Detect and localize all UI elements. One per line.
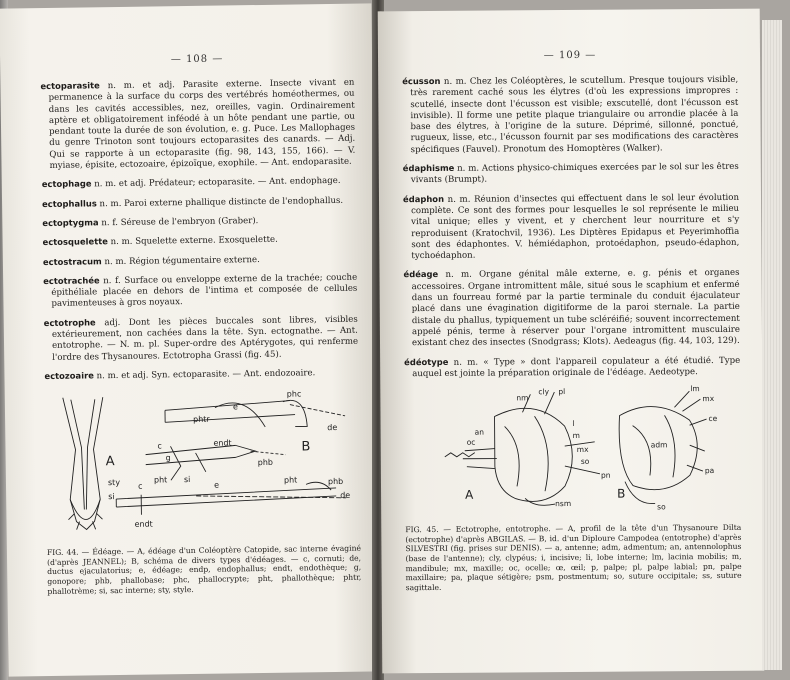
entry-term: écusson [402, 75, 441, 87]
figure-label: cly [538, 387, 550, 397]
entry-definition: n. f. Séreuse de l'embryon (Graber). [101, 216, 259, 229]
figure-letter: A [465, 487, 474, 502]
entry-term: édéage [403, 269, 439, 280]
figure-44 [45, 386, 362, 596]
entry-definition: adj. Dont les pièces buccales sont libres, visibles extérieurement, non cachées dans la tête. Syn. ectognathe. — Ant. entotrophe. — N. m. pl. Super-ordre des Aptérygotes, qui renferme l'ordre des Thysanoures. Ectotropha Grassi (fig. 45). [51, 314, 359, 363]
figure-label: l [572, 419, 575, 429]
figure-caption: FIG. 45. — Ectotrophe, entotrophe. — A, profil de la tête d'un Thysanoure Dilta (ectotrophe) d'après ABGILAS. — B, id. d'un Diploure Campodea (entotrophe) d'après SILVESTRI (fig. prises sur DENIS). — a, antenne; adm, admentum; an, antennolophus (base de l'antenne); cly, clypéus; i, incisive; li, lobe interne; lm, lacinia mobilis; m, mandibule; mx, maxille; oc, ocelle; œ, œil; p, palpe; pl, palpe labial; pn, palpe maxillaire; pa, plaque sétigère; psm, postmentum; so, suture occipitale; ss, suture sagittale. [405, 522, 742, 592]
figure-label: pa [704, 466, 715, 476]
entry-definition: n. m. Région tégumentaire externe. [104, 254, 260, 267]
figure-label: m [572, 431, 581, 441]
entry-definition: n. m. Squelette externe. Exosquelette. [110, 235, 278, 248]
figure-label: mx [576, 445, 589, 455]
entry-term: ectoparasite [40, 80, 100, 92]
right-page [378, 9, 765, 674]
insect-head-illustration [404, 385, 735, 517]
dictionary-entry [40, 77, 355, 173]
figure-label: si [108, 492, 115, 502]
figure-label: pht [153, 475, 168, 485]
entry-definition: n. m. Organe génital mâle externe, e. g. pénis et organes accessoires. Organe intromittent mâle, situé sous le scaphium et enfermé dans un fourreau formé par la partie terminale du conduit éjaculateur placé dans une évagination digitiforme de la paroi sternale. La partie distale du phallus, typiquement un tube scléréifié; souvent incorrectement appelé pénis, terme à réserver pour l'organe intromittent musculaire existant chez des insectes (Snodgrass; Klots). Aedeagus (fig. 44, 103, 129). [411, 268, 740, 349]
left-page [0, 3, 381, 676]
figure-label: de [327, 423, 338, 433]
dictionary-entry [403, 191, 739, 262]
entry-term: ectophallus [42, 197, 97, 209]
figure-label: nsm [555, 499, 572, 509]
entry-term: ectozoaire [44, 370, 94, 381]
entry-definition: n. m. « Type » dont l'appareil copulateur a été étudié. Type auquel est jointe la préparation originale de l'édéage. Aedeotype. [412, 355, 741, 379]
figure-label: an [474, 427, 485, 437]
figure-caption: FIG. 44. — Édéage. — A, édéage d'un Coléoptère Catopide, sac interne évaginé (d'après JEANNEL); B, schéma de divers types d'édéages. — c, cornuti; de, ductus ejaculatorius; e, édéage; endp, endophallus; endt, endothèque; g, gonopore; phb, phallobase; phc, phallocrypte; pht, phallothèque; phtr, phallotrème; si, sac interne; sty, style. [46, 543, 362, 596]
entry-term: édaphon [402, 193, 445, 204]
entry-definition: n. f. Surface ou enveloppe externe de la trachée; couche épithéliale placée en dehors de l'intima et composée de cellules pavimenteuses à gros noyaux. [51, 272, 358, 310]
figure-label: phb [257, 458, 274, 468]
entry-term: édaphisme [402, 162, 455, 174]
page-stack-edge [762, 20, 782, 670]
figure-label: endt [213, 438, 232, 448]
dictionary-entry [43, 233, 357, 250]
entry-definition: n. m. Réunion d'insectes qui effectuent dans le sol leur évolution complète. Ce sont des formes pour lesquelles le sol représente le milieu vital unique; elles y vivent, et y cherchent leur nourriture et s'y reproduisent (Kratochvil, 1936). Les Diptères Epidapus et Peyerimhoffia sont des édaphontes. V. hémiédaphon, protoédaphon, pseudo-édaphon, tychoédaphon. [411, 192, 740, 262]
figure-label: oc [466, 437, 476, 447]
figure-label: pl [558, 387, 566, 397]
entry-definition: n. m. Actions physico-chimiques exercées par le sol sur les êtres vivants (Brumpt). [410, 161, 739, 186]
dictionary-entries [402, 74, 740, 380]
figure-label: lm [690, 384, 700, 394]
figure-label: so [657, 502, 666, 512]
figure-label: phb [327, 477, 344, 487]
entry-term: ectosquelette [42, 236, 108, 248]
figure-label: de [340, 491, 351, 501]
entry-term: ectotrachée [43, 275, 100, 286]
figure-label: pht [283, 475, 298, 485]
figure-label: phtr [193, 414, 210, 425]
page-number: — 108 — [170, 53, 224, 66]
figure-label: si [183, 475, 191, 485]
figure-label: nm [516, 393, 529, 403]
figure-label: so [580, 457, 590, 467]
figure-letter: A [105, 454, 115, 470]
entry-definition: n. m. et adj. Syn. ectoparasite. — Ant. endozoaire. [96, 368, 316, 382]
dictionary-entry [44, 313, 359, 364]
page-number: — 109 — [543, 49, 597, 62]
figure-label: ce [708, 414, 718, 424]
entry-term: édéotype [404, 356, 449, 367]
dictionary-entries [40, 77, 358, 384]
figure-label: e [232, 402, 238, 412]
figure-label: endt [134, 519, 153, 530]
figure-label: phc [286, 389, 302, 399]
dictionary-entry [43, 252, 357, 269]
dictionary-entry [42, 194, 356, 211]
figure-label: c [137, 481, 143, 491]
dictionary-entry [42, 175, 356, 192]
figure-letter: B [301, 439, 311, 455]
entry-definition: n. m. et adj. Prédateur; ectoparasite. — Ant. endophage. [94, 176, 341, 190]
dictionary-entry [42, 214, 356, 231]
figure-letter: B [617, 486, 626, 501]
dictionary-entry [403, 267, 740, 349]
figure-45 [404, 385, 741, 592]
figure-label: mx [702, 394, 715, 404]
figure-label: e [213, 480, 220, 490]
entry-term: ectotrophe [43, 317, 96, 328]
entry-definition: n. m. Chez les Coléoptères, le scutellum. Presque toujours visible, très rarement caché sous les élytres (d'où les expressions impropres : scutellé, insecte dont l'écusson est visible; exscutellé, dont l'écusson est invisible). Il forme une petite plaque triangulaire ou arrondie placée à la base des élytres, à l'origine de la suture. Déprimé, sillonné, ponctué, rugueux, lisse, etc., l'écusson fournit par ses modifications des caractères spécifiques (Fauvel). Pronotum des Homoptères (Walker). [410, 74, 739, 155]
figure-label: adm [650, 440, 668, 450]
figure-label: sty [107, 478, 121, 488]
dictionary-entry [402, 74, 739, 156]
dictionary-entry [43, 272, 357, 311]
entry-term: ectophage [41, 178, 92, 190]
dictionary-entry [404, 354, 740, 380]
entry-definition: n. m. Paroi externe phallique distincte de l'endophallus. [99, 195, 344, 209]
entry-term: ectoptygma [42, 217, 99, 229]
aedeagus-illustration [45, 386, 359, 540]
entry-definition: n. m. et adj. Parasite externe. Insecte vivant en permanence à la surface du corps des vertébrés homéothermes, ou dans les cavités accessibles, nez, oreilles, vagin. Ordinairement aptère et obligatoirement inféodé à un hôte pendant une partie, ou pendant toute la durée de son évolution, e. g. Puce. Les Mallophages du genre Trinoton sont toujours ectoparasites des canards. — Adj. Qui se rapporte à un ectoparasite (fig. 98, 143, 155, 166). — V. myiase, épisite, ectozoaire, épizoïque, exophile. — Ant. endoparasite. [48, 77, 356, 172]
dictionary-entry [44, 367, 358, 384]
figure-label: g [165, 453, 171, 463]
figure-label: pn [600, 470, 611, 480]
entry-term: ectostracum [42, 255, 102, 267]
figure-label: c [157, 441, 162, 451]
dictionary-entry [403, 161, 739, 187]
